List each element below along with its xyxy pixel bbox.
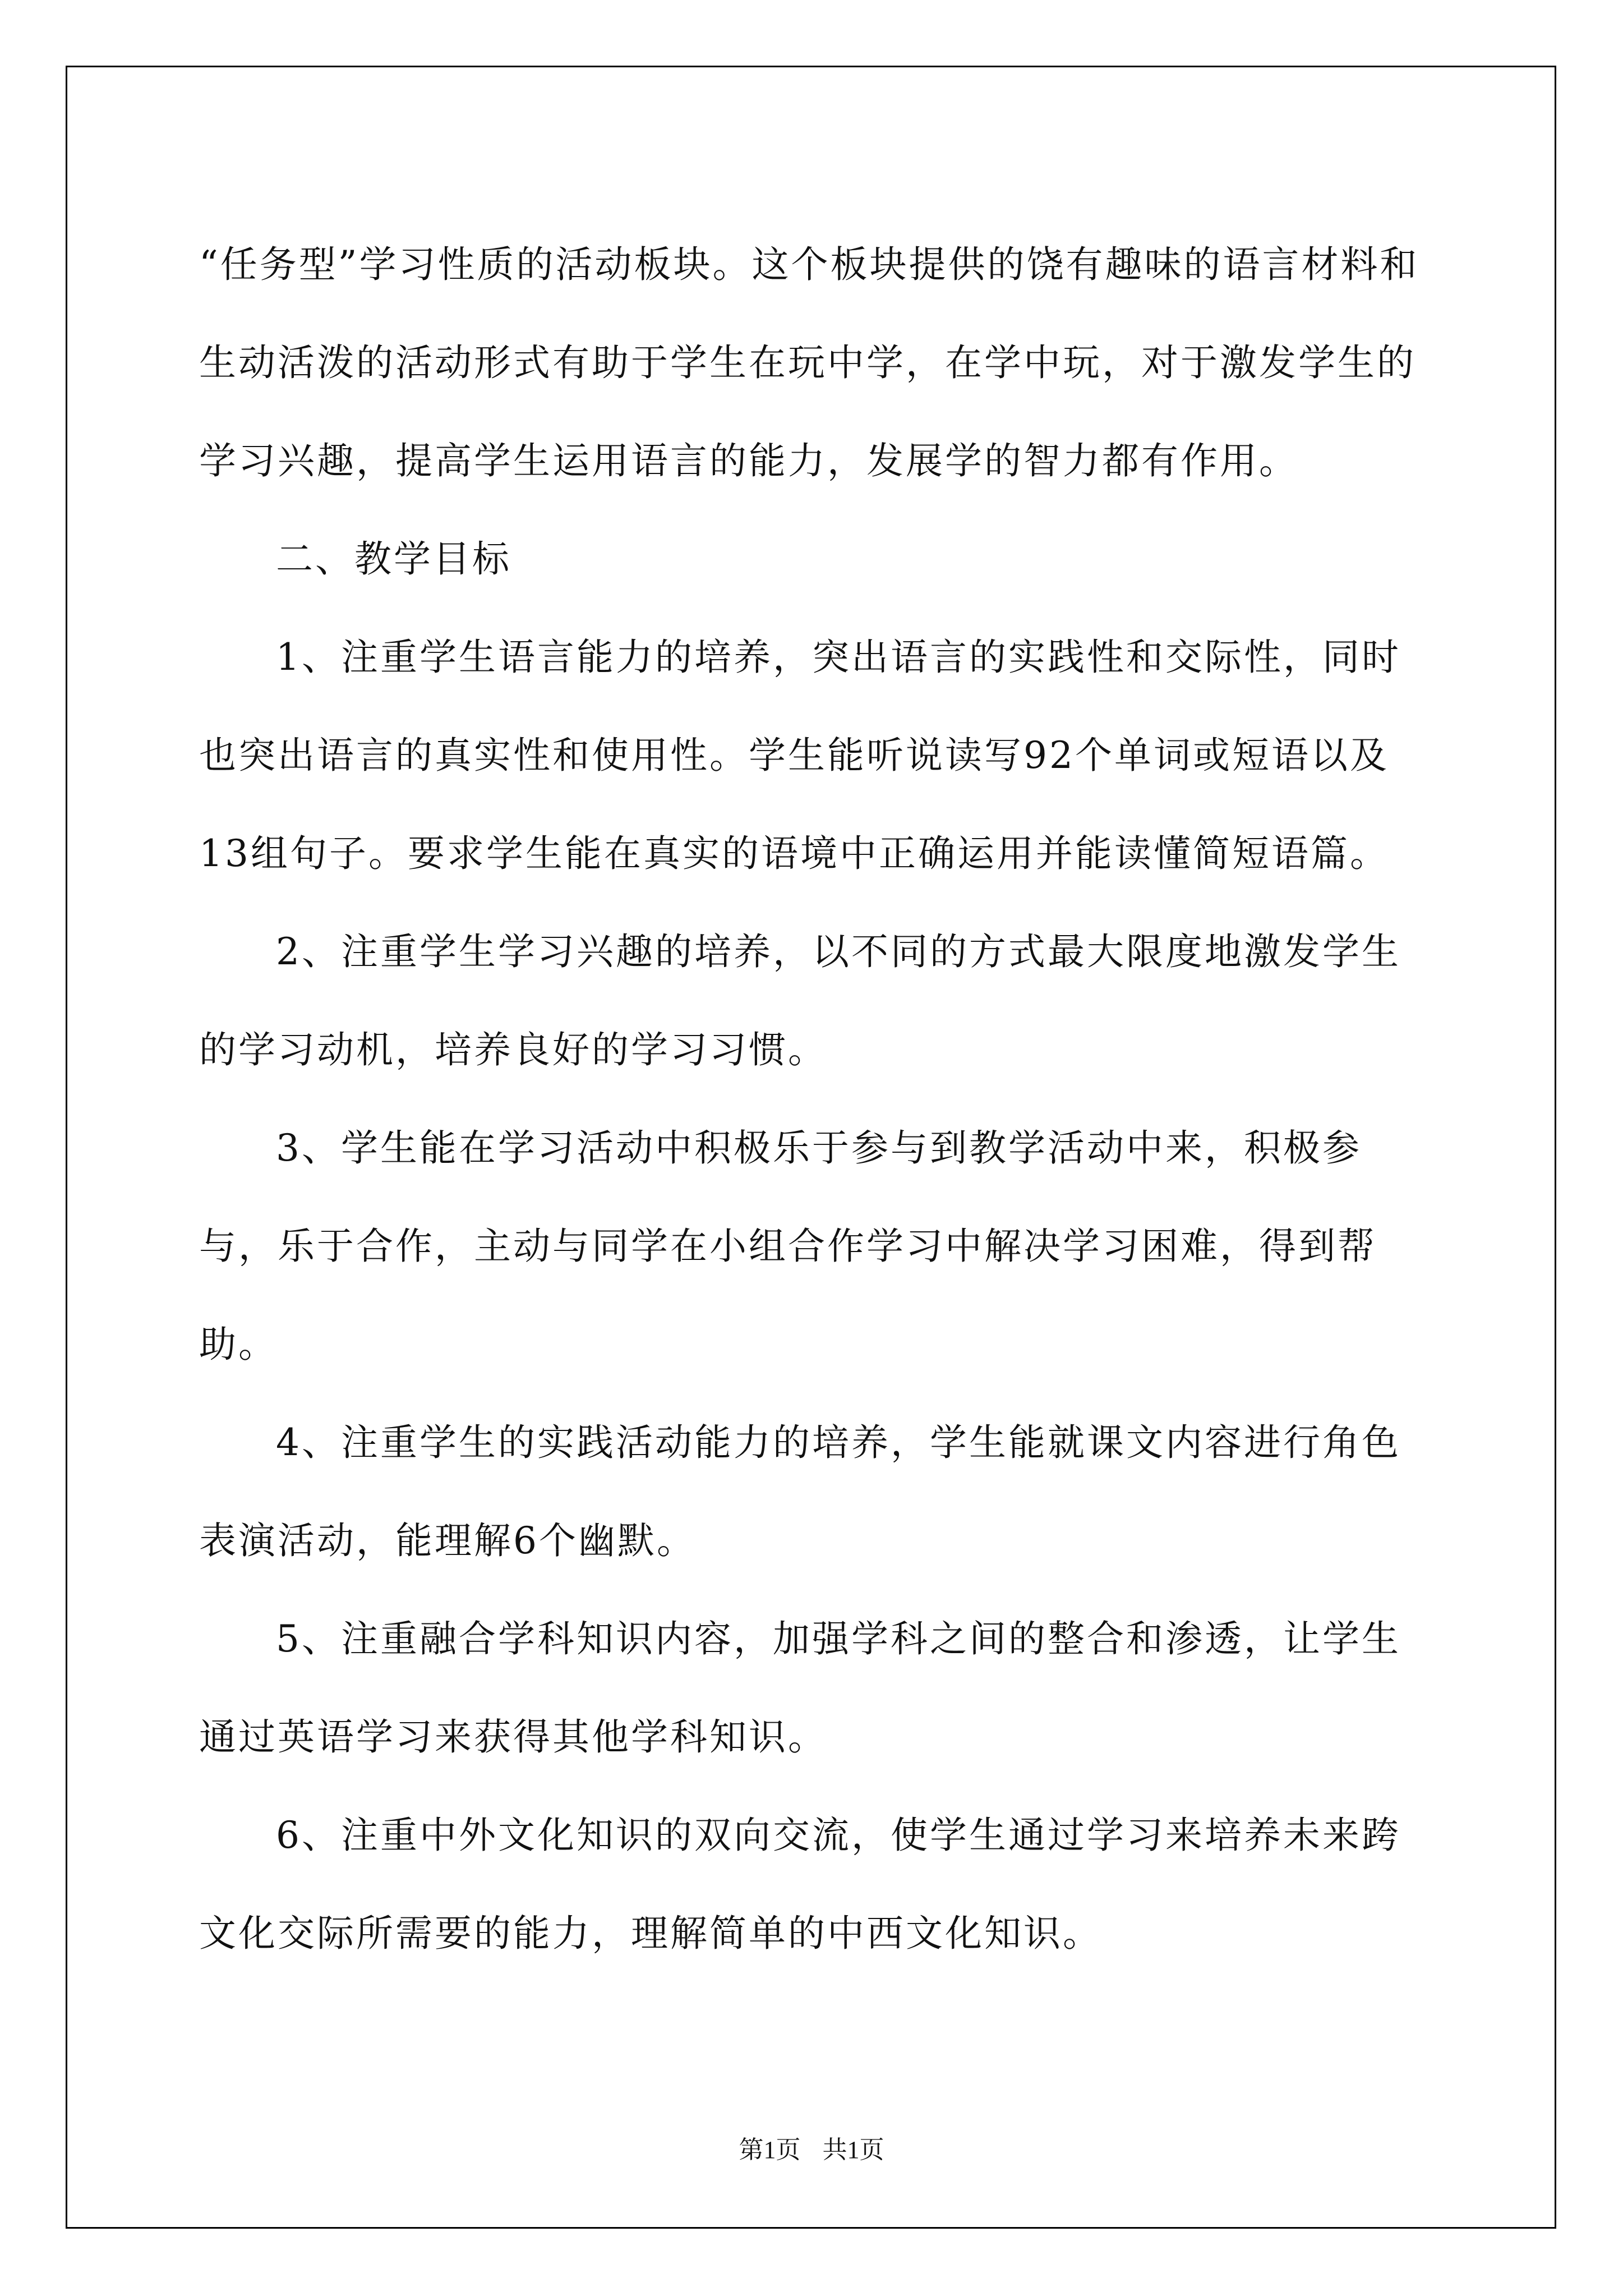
page-footer — [0, 2129, 1623, 2165]
paragraph-intro: “任务型”学习性质的活动板块。这个板块提供的饶有趣味的语言材料和生动活泼的活动形式有助于学生在玩中学，在学中玩，对于激发学生的学习兴趣，提高学生运用语言的能力，发展学的智力都有作用。 — [199, 243, 1419, 482]
page-total: 共1页 — [822, 2136, 884, 2164]
paragraph-goal-4: 4、注重学生的实践活动能力的培养，学生能就课文内容进行角色表演活动，能理解6个幽默。 — [199, 1421, 1401, 1562]
document-body — [199, 215, 1433, 1982]
paragraph-goal-2: 2、注重学生学习兴趣的培养，以不同的方式最大限度地激发学生的学习动机，培养良好的学习习惯。 — [199, 930, 1401, 1071]
paragraph-goal-6: 6、注重中外文化知识的双向交流，使学生通过学习来培养未来跨文化交际所需要的能力，理解简单的中西文化知识。 — [199, 1814, 1401, 1955]
paragraph-goal-1: 1、注重学生语言能力的培养，突出语言的实践性和交际性，同时也突出语言的真实性和使用性。学生能听说读写92个单词或短语以及13组句子。要求学生能在真实的语境中正确运用并能读懂简短语篇。 — [199, 636, 1401, 875]
paragraph-goal-3: 3、学生能在学习活动中积极乐于参与到教学活动中来，积极参与，乐于合作，主动与同学在小组合作学习中解决学习困难，得到帮助。 — [199, 1126, 1377, 1366]
section-heading: 二、教学目标 — [276, 537, 511, 581]
page-number: 第1页 — [739, 2136, 801, 2164]
paragraph-goal-5: 5、注重融合学科知识内容，加强学科之间的整合和渗透，让学生通过英语学习来获得其他学科知识。 — [199, 1617, 1401, 1759]
